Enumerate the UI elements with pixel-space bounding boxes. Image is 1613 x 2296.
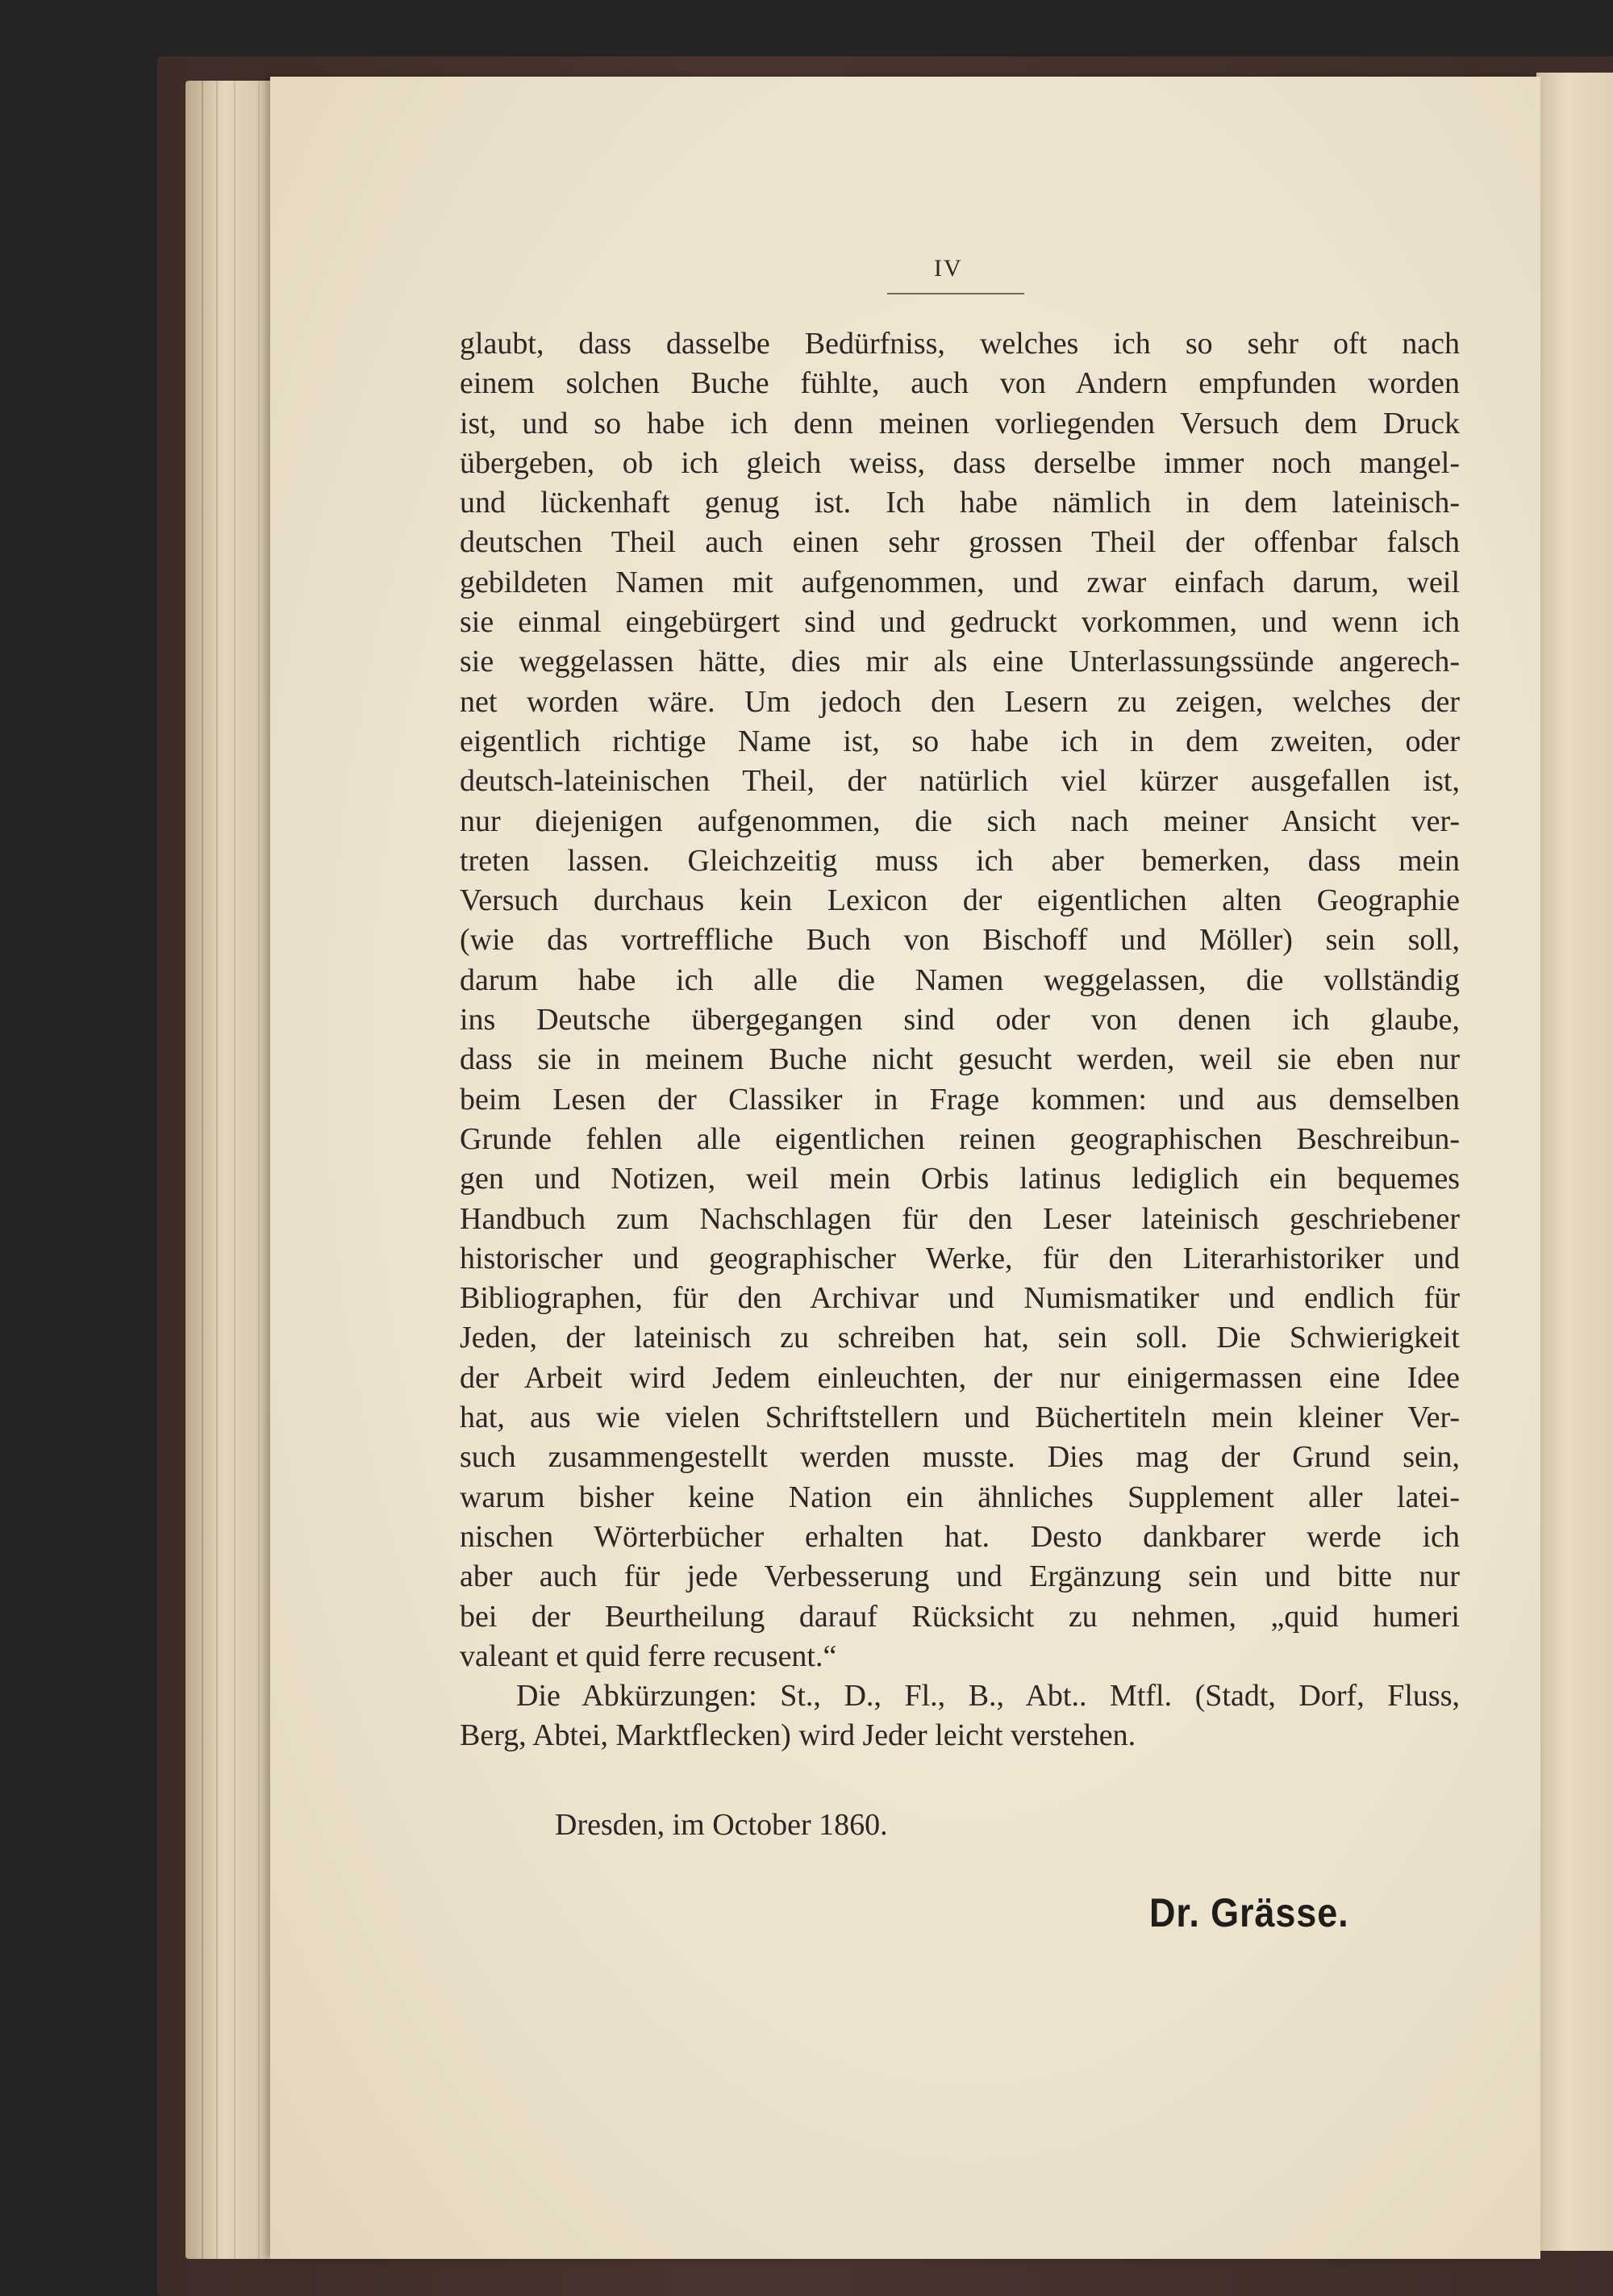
text-line: nur diejenigen aufgenommen, die sich nach meiner Ansicht ver-	[460, 804, 1460, 838]
text-line: historischer und geographischer Werke, für den Literarhistoriker und	[460, 1241, 1460, 1275]
text-line: aber auch für jede Verbesserung und Ergänzung sein und bitte nur	[460, 1559, 1460, 1594]
text-line: deutschen Theil auch einen sehr grossen Theil der offenbar falsch	[460, 525, 1460, 560]
text-line: einem solchen Buche fühlte, auch von Andern empfunden worden	[460, 366, 1460, 401]
text-line: net worden wäre. Um jedoch den Lesern zu zeigen, welches der	[460, 684, 1460, 719]
text-line: nischen Wörterbücher erhalten hat. Desto dankbarer werde ich	[460, 1519, 1460, 1554]
text-line: bei der Beurtheilung darauf Rücksicht zu nehmen, „quid humeri	[460, 1599, 1460, 1634]
text-line: such zusammengestellt werden musste. Dies mag der Grund sein,	[460, 1440, 1460, 1475]
signature: Dr. Grässe.	[1149, 1890, 1349, 1935]
text-line: treten lassen. Gleichzeitig muss ich aber bemerken, dass mein	[460, 843, 1460, 878]
text-line: glaubt, dass dasselbe Bedürfniss, welches ich so sehr oft nach	[460, 327, 1460, 361]
text-line: Versuch durchaus kein Lexicon der eigentlichen alten Geographie	[460, 883, 1460, 918]
text-line: hat, aus wie vielen Schriftstellern und Büchertiteln mein kleiner Ver-	[460, 1401, 1460, 1435]
text-line: dass sie in meinem Buche nicht gesucht werden, weil sie eben nur	[460, 1042, 1460, 1077]
text-line: sie weggelassen hätte, dies mir als eine Unterlassungssünde angerech-	[460, 645, 1460, 679]
header-rule	[887, 293, 1024, 294]
text-line: Grunde fehlen alle eigentlichen reinen geographischen Beschreibun-	[460, 1121, 1460, 1156]
text-line: (wie das vortreffliche Buch von Bischoff und Möller) sein soll,	[460, 923, 1460, 958]
text-line: der Arbeit wird Jedem einleuchten, der nur einigermassen eine Idee	[460, 1360, 1460, 1395]
text-line: Jeden, der lateinisch zu schreiben hat, sein soll. Die Schwierigkeit	[460, 1321, 1460, 1355]
text-line: übergeben, ob ich gleich weiss, dass derselbe immer noch mangel-	[460, 445, 1460, 480]
text-line: darum habe ich alle die Namen weggelassen, die vollständig	[460, 962, 1460, 997]
text-line: warum bisher keine Nation ein ähnliches Supplement aller latei-	[460, 1480, 1460, 1514]
page-number: IV	[934, 255, 963, 282]
text-line: gebildeten Namen mit aufgenommen, und zwar einfach darum, weil	[460, 565, 1460, 599]
text-line: Handbuch zum Nachschlagen für den Leser lateinisch geschriebener	[460, 1201, 1460, 1236]
text-line: eigentlich richtige Name ist, so habe ich in dem zweiten, oder	[460, 724, 1460, 758]
text-line: Bibliographen, für den Archivar und Numismatiker und endlich für	[460, 1281, 1460, 1316]
text-line: deutsch-lateinischen Theil, der natürlich viel kürzer ausgefallen ist,	[460, 764, 1460, 799]
text-line: beim Lesen der Classiker in Frage kommen: und aus demselben	[460, 1082, 1460, 1117]
date-line: Dresden, im October 1860.	[555, 1808, 888, 1842]
body-text	[460, 324, 1460, 1756]
text-line: ist, und so habe ich denn meinen vorliegenden Versuch dem Druck	[460, 406, 1460, 440]
text-line: gen und Notizen, weil mein Orbis latinus lediglich ein bequemes	[460, 1162, 1460, 1196]
text-line: sie einmal eingebürgert sind und gedruckt vorkommen, und wenn ich	[460, 605, 1460, 640]
facing-page-edge	[1536, 73, 1613, 2251]
text-line: Berg, Abtei, Marktflecken) wird Jeder leicht verstehen.	[460, 1718, 1136, 1753]
text-line: Die Abkürzungen: St., D., Fl., B., Abt.. Mtfl. (Stadt, Dorf, Fluss,	[516, 1679, 1460, 1714]
text-line: ins Deutsche übergegangen sind oder von denen ich glaube,	[460, 1003, 1460, 1037]
text-line: valeant et quid ferre recusent.“	[460, 1639, 837, 1673]
text-line: und lückenhaft genug ist. Ich habe nämlich in dem lateinisch-	[460, 486, 1460, 520]
